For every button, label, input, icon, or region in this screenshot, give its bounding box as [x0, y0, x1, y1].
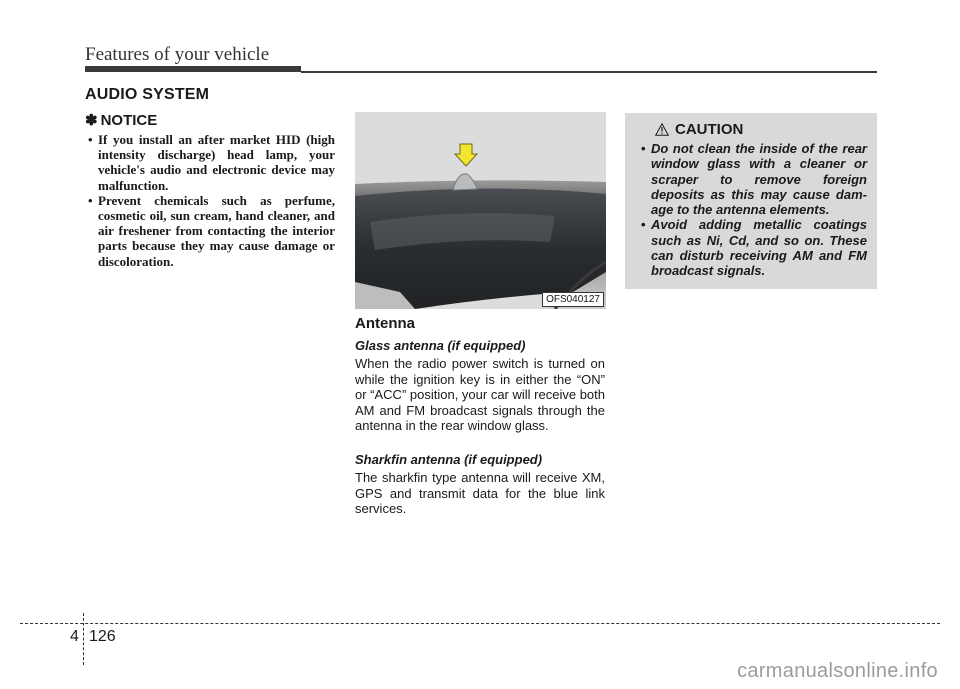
- header-rule-thick: [85, 66, 301, 72]
- sharkfin-antenna-text: The sharkfin type antenna will receive XM, GPS and transmit data for the blue link services.: [355, 469, 605, 517]
- notice-list: [85, 132, 335, 269]
- sharkfin-antenna-heading: Sharkfin antenna (if equipped): [355, 451, 543, 467]
- notice-heading: [85, 111, 335, 129]
- caution-list: [633, 141, 867, 279]
- caution-heading: [655, 121, 867, 138]
- notice-star-icon: ✽: [85, 112, 98, 129]
- antenna-heading: Antenna: [355, 315, 415, 332]
- caution-item: • Avoid adding metallic coatings such as Ni, Cd, and so on. These can disturb receiving AM and FM broadcast signals.: [633, 217, 867, 278]
- notice-heading-label: NOTICE: [100, 111, 158, 129]
- watermark: carmanualsonline.info: [737, 660, 938, 682]
- figure-code: OFS040127: [542, 292, 604, 307]
- section-title: AUDIO SYSTEM: [85, 86, 210, 103]
- page-header-title: Features of your vehicle: [85, 44, 270, 65]
- antenna-section: [355, 315, 605, 517]
- glass-antenna-text: When the radio power switch is turned on while the ignition key is in either the “ON” or “ACC” position, your car will receive both AM and FM broadcast signals through the antenna in the rear window glass.: [355, 356, 605, 434]
- notice-item: • Prevent chemicals such as perfume, cosmetic oil, sun cream, hand cleaner, and air freshener from contacting the interior parts because they may cause damage or discoloration.: [85, 193, 335, 269]
- chapter-number: 4: [70, 628, 79, 645]
- footer-divider: [20, 623, 940, 624]
- caution-heading-label: CAUTION: [675, 121, 744, 138]
- antenna-photo: [355, 112, 606, 309]
- car-roof-illustration: [355, 112, 606, 309]
- header-rule-thin: [301, 71, 877, 73]
- notice-item: • If you install an after market HID (high intensity discharge) head lamp, your vehicle's audio and electronic device may malfunction.: [85, 132, 335, 193]
- footer-vertical-divider: [83, 613, 84, 665]
- page-number: 126: [89, 628, 116, 645]
- warning-triangle-icon: [655, 123, 669, 136]
- caution-item: • Do not clean the inside of the rear window glass with a cleaner or scraper to remove foreign deposits as this may cause dam-age to the antenna elements.: [633, 141, 867, 217]
- glass-antenna-heading: Glass antenna (if equipped): [355, 338, 526, 353]
- caution-box: [625, 113, 877, 289]
- notice-block: [85, 111, 335, 269]
